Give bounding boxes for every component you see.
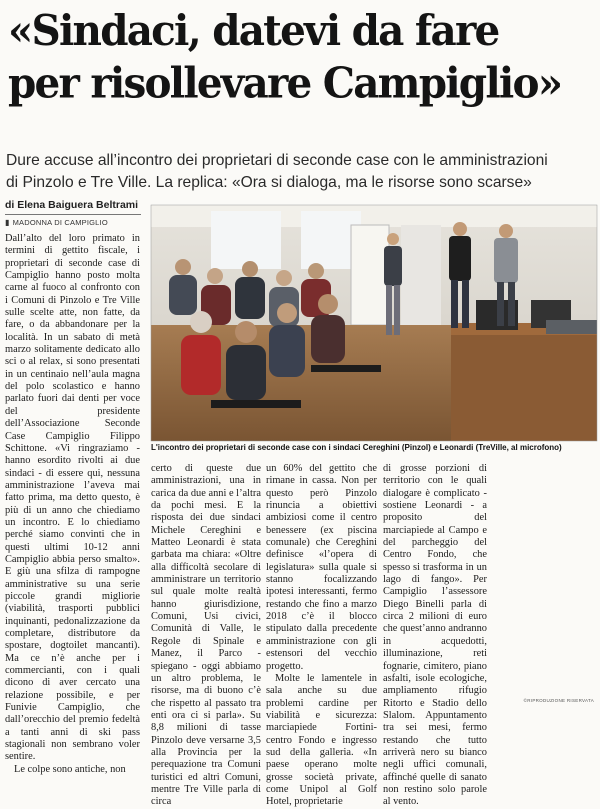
- caption-text: L'incontro dei proprietari di seconde case con i sindaci Cereghini (Pinzol) e Leonardi (TreVille, al microfono): [151, 443, 562, 452]
- byline: di Elena Baiguera Beltrami: [5, 199, 139, 211]
- article-column-3: [266, 463, 377, 809]
- article-column-1: [5, 233, 140, 775]
- article-column-2: [151, 463, 261, 809]
- article-paragraph: un 60% del gettito che rimane in cassa. Non per questo però Pinzolo rinuncia a obiettivi ambiziosi come il centro benessere (ex piscina comunale) che Cereghini definisce «l’opera di legislatura» sulla quale si stanno focalizzando ipotesi interessanti, fermo restando che fino a marzo 2018 c’è il blocco stipulato dalla precedente amministrazione con gli estensori del vecchio progetto.: [266, 463, 377, 672]
- byline-block: [5, 199, 141, 227]
- article-paragraph: Dall’alto del loro primato in termini di gettito fiscale, i proprietari di seconde case di Campiglio hanno posto molta carne al fuoco al confronto con i Comuni di Pinzolo e Tre Ville sulle scelte atte, non fatte, da fare, o da abbandonare per la località. In un sabato di metà marzo solitamente dedicato allo sci o al relax, si sono presentati in un centinaio nell’aula magna del polo scolastico e hanno parlato fuori dai denti per voce del presidente dell’Associazione Seconde Case Campiglio Filippo Schittone. «Vi ringraziamo - hanno esordito rivolti ai due sindaci - di essere qui, nessuna amministrazione l’aveva mai fatto prima, ma detto questo, è più di un anno che chiediamo un incontro. E lo chiediamo perché siamo convinti che in questi ultimi 10-12 anni Campiglio abbia perso smalto». E giù una sfilza di rampogne amministrative su una serie piccole grandi migliorie (viabilità, trasporti pubblici inquinanti, pedonalizzazione da completare, distributore da spostare, dogtoilet mancanti). Ma ce n’è anche per i commercianti, con i quali dicono di aver cercato una relazione possibile, e per Funivie Campiglio, che dall’orecchio del premio fedeltà a tanti anni di ski pass stagionali non sembrano voler sentire.: [5, 233, 140, 763]
- copyright-notice: ©RIPRODUZIONE RISERVATA: [523, 698, 594, 703]
- photo-caption: [151, 443, 597, 453]
- dateline: [5, 218, 141, 227]
- meeting-photo-illustration: [151, 205, 597, 441]
- article-paragraph: di grosse porzioni di territorio con le quali dialogare è complicato - sostiene Leonardi - a proposito del marciapiede al Campo e del parcheggio del Centro Fondo, che spesso si trasforma in un lago di fango». Per Campiglio l’assessore Diego Binelli parla di circa 2 milioni di euro che quest’anno andranno in acquedotti, illuminazione, reti fognarie, cimitero, piano asfalti, isole ecologiche, ampliamento rifugio Ritorto e Stadio dello Slalom. Appuntamento tra sei mesi, fermo restando che tutto arriverà nero su bianco negli uffici comunali, affinché quelle di sanato non restino solo parole al vento.: [383, 463, 487, 808]
- location-pin-icon: ▮: [5, 218, 10, 227]
- article-paragraph: certo di queste due amministrazioni, una in carica da due anni e l’altra da pochi mesi. E la risposta dei due sindaci Michele Cereghini e Matteo Leonardi è stata garbata ma chiara: «Oltre alla difficoltà secolare di amministrare un territorio sul quale molte realtà hanno giurisdizione, Comuni, Usi civici, Comunità di Valle, le Regole di Spinale e Manez, il Parco - spiegano - oggi abbiamo un altro problema, le risorse, ma di buono c’è che rispetto al passato tra enti ora ci si parla». Su 8,8 milioni di tasse Pinzolo deve versarne 3,5 alla Provincia per la perequazione tra Comuni turistici ed altri Comuni, mentre Tre Ville parla di circa: [151, 463, 261, 808]
- headline-line-2: per risollevare Campiglio»: [8, 57, 562, 108]
- article-paragraph: Molte le lamentele in sala anche su due problemi cardine per viabilità e sicurezza: marciapiede Fortini-centro Fondo e ingresso sud della galleria. «In paese operano molte grosse società private, come Unipol al Golf Hotel, proprietarie: [266, 672, 377, 808]
- article-column-4: [383, 463, 487, 809]
- subheadline-line-2: di Pinzolo e Tre Ville. La replica: «Ora si dialoga, ma le risorse sono scarse»: [6, 174, 532, 191]
- location-label: MADONNA DI CAMPIGLIO: [12, 218, 108, 227]
- subheadline-line-1: Dure accuse all’incontro dei proprietari di seconde case con le amministrazioni: [6, 152, 548, 169]
- article-photo: [151, 205, 597, 441]
- headline: [8, 4, 598, 109]
- byline-divider: [5, 214, 141, 215]
- subheadline: [6, 150, 600, 194]
- article-paragraph: Le colpe sono antiche, non: [14, 763, 126, 775]
- headline-line-1: «Sindaci, datevi da fare: [8, 5, 499, 56]
